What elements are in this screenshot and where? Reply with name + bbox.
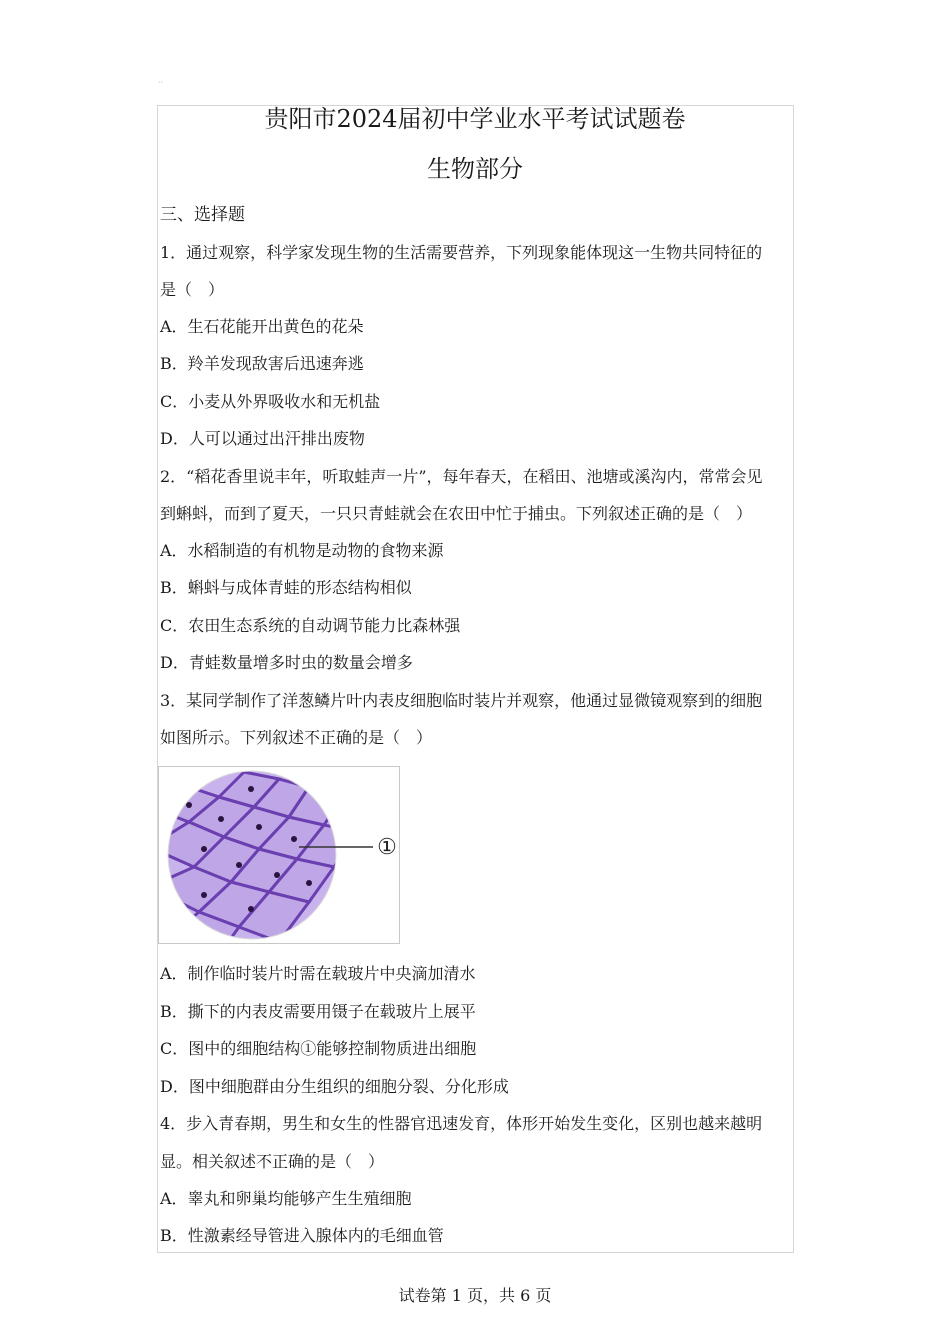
question-1-option-d: D．人可以通过出汗排出废物 [160,429,365,448]
nucleus [248,906,254,912]
page-subtitle: 生物部分 [427,155,523,183]
nucleus [306,880,312,886]
figure-label-1: ① [377,835,397,860]
question-1-stem-line-2: 是（ ） [160,280,225,299]
question-3-option-b: B．撕下的内表皮需要用镊子在载玻片上展平 [160,1002,476,1021]
question-1-stem-line-1: 1．通过观察，科学家发现生物的生活需要营养，下列现象能体现这一生物共同特征的 [160,243,763,262]
nucleus [201,846,207,852]
question-1-option-c: C．小麦从外界吸收水和无机盐 [160,392,381,411]
section-heading: 三、选择题 [160,205,245,225]
question-4-stem-line-2: 显。相关叙述不正确的是（ ） [160,1152,385,1171]
question-2-option-d: D．青蛙数量增多时虫的数量会增多 [160,653,413,672]
question-3-stem-line-2: 如图所示。下列叙述不正确的是（ ） [160,728,433,747]
nucleus [248,786,254,792]
question-2-stem-line-2: 到蝌蚪，而到了夏天，一只只青蛙就会在农田中忙于捕虫。下列叙述正确的是（ ） [160,504,753,523]
question-4-option-b: B．性激素经导管进入腺体内的毛细血管 [160,1226,444,1245]
question-1-option-b: B．羚羊发现敌害后迅速奔逃 [160,354,364,373]
micrograph-svg [159,767,399,943]
nucleus [218,816,224,822]
question-3-option-a: A．制作临时装片时需在载玻片中央滴加清水 [160,964,476,983]
question-2-option-a: A．水稻制造的有机物是动物的食物来源 [160,541,444,560]
question-1-option-a: A．生石花能开出黄色的花朵 [160,317,364,336]
question-2-option-c: C．农田生态系统的自动调节能力比森林强 [160,616,461,635]
nucleus [186,802,192,808]
cell-layer [159,772,359,943]
question-2-stem-line-1: 2．“稻花香里说丰年，听取蛙声一片”，每年春天，在稻田、池塘或溪沟内，常常会见 [160,467,763,486]
question-4-option-a: A．睾丸和卵巢均能够产生生殖细胞 [160,1189,412,1208]
nucleus [274,872,280,878]
page-title: 贵阳市2024届初中学业水平考试试题卷 [264,105,686,133]
page-mark: ·· [158,78,164,87]
nucleus [256,824,262,830]
nucleus [236,862,242,868]
nucleus [291,836,297,842]
question-2-option-b: B．蝌蚪与成体青蛙的形态结构相似 [160,578,412,597]
question-3-stem-line-1: 3．某同学制作了洋葱鳞片叶内表皮细胞临时装片并观察，他通过显微镜观察到的细胞 [160,691,763,710]
onion-cell-micrograph [158,766,400,944]
question-3-option-d: D．图中细胞群由分生组织的细胞分裂、分化形成 [160,1077,509,1096]
question-3-option-c: C．图中的细胞结构①能够控制物质进出细胞 [160,1039,477,1058]
page-footer: 试卷第 1 页，共 6 页 [398,1286,552,1305]
nucleus [201,892,207,898]
question-4-stem-line-1: 4．步入青春期，男生和女生的性器官迅速发育，体形开始发生变化，区别也越来越明 [160,1114,763,1133]
